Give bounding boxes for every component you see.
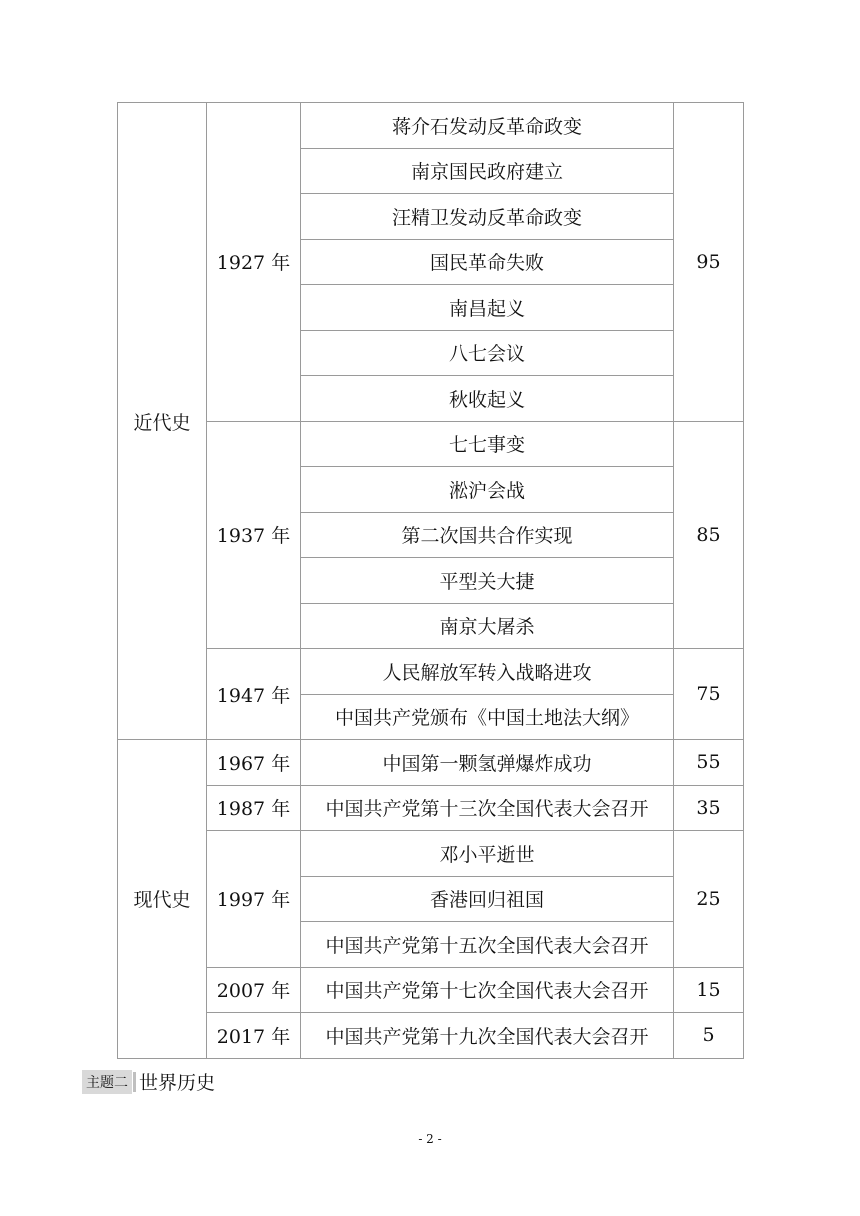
- event-cell: 中国共产党第十三次全国代表大会召开: [301, 785, 674, 831]
- section-heading: [82, 1068, 215, 1095]
- table-row: [118, 1013, 744, 1059]
- event-cell: 南京大屠杀: [301, 603, 674, 649]
- event-cell: 秋收起义: [301, 376, 674, 422]
- event-cell: 南京国民政府建立: [301, 148, 674, 194]
- event-cell: 人民解放军转入战略进攻: [301, 649, 674, 695]
- event-cell: 南昌起义: [301, 285, 674, 331]
- section-tag: 主题二: [82, 1070, 132, 1094]
- anniversary-cell: 85: [674, 421, 744, 649]
- year-cell: 1967 年: [207, 740, 301, 786]
- anniversary-cell: 95: [674, 103, 744, 422]
- table-row: [118, 967, 744, 1013]
- event-cell: 中国共产党颁布《中国土地法大纲》: [301, 694, 674, 740]
- event-cell: 国民革命失败: [301, 239, 674, 285]
- event-cell: 汪精卫发动反革命政变: [301, 194, 674, 240]
- year-cell: 2007 年: [207, 967, 301, 1013]
- table-row: [118, 785, 744, 831]
- table-row: [118, 831, 744, 877]
- event-cell: 邓小平逝世: [301, 831, 674, 877]
- event-cell: 平型关大捷: [301, 558, 674, 604]
- event-cell: 中国共产党第十九次全国代表大会召开: [301, 1013, 674, 1059]
- anniversary-cell: 35: [674, 785, 744, 831]
- event-cell: 中国共产党第十五次全国代表大会召开: [301, 922, 674, 968]
- event-cell: 淞沪会战: [301, 467, 674, 513]
- table-row: [118, 421, 744, 467]
- table-row: [118, 103, 744, 149]
- year-cell: 2017 年: [207, 1013, 301, 1059]
- era-cell-contemporary: 现代史: [118, 740, 207, 1059]
- table-row: [118, 740, 744, 786]
- event-cell: 蒋介石发动反革命政变: [301, 103, 674, 149]
- page-number: - 2 -: [418, 1132, 442, 1146]
- table-row: [118, 649, 744, 695]
- event-cell: 第二次国共合作实现: [301, 512, 674, 558]
- year-cell: 1947 年: [207, 649, 301, 740]
- anniversary-cell: 55: [674, 740, 744, 786]
- section-title: 世界历史: [139, 1072, 216, 1094]
- anniversary-cell: 75: [674, 649, 744, 740]
- year-cell: 1987 年: [207, 785, 301, 831]
- year-cell: 1997 年: [207, 831, 301, 968]
- section-divider: [133, 1072, 136, 1092]
- anniversary-cell: 5: [674, 1013, 744, 1059]
- year-cell: 1927 年: [207, 103, 301, 422]
- event-cell: 香港回归祖国: [301, 876, 674, 922]
- event-cell: 七七事变: [301, 421, 674, 467]
- anniversary-cell: 15: [674, 967, 744, 1013]
- history-table: [117, 102, 744, 1059]
- event-cell: 八七会议: [301, 330, 674, 376]
- anniversary-cell: 25: [674, 831, 744, 968]
- year-cell: 1937 年: [207, 421, 301, 649]
- event-cell: 中国第一颗氢弹爆炸成功: [301, 740, 674, 786]
- era-cell-modern: 近代史: [118, 103, 207, 740]
- event-cell: 中国共产党第十七次全国代表大会召开: [301, 967, 674, 1013]
